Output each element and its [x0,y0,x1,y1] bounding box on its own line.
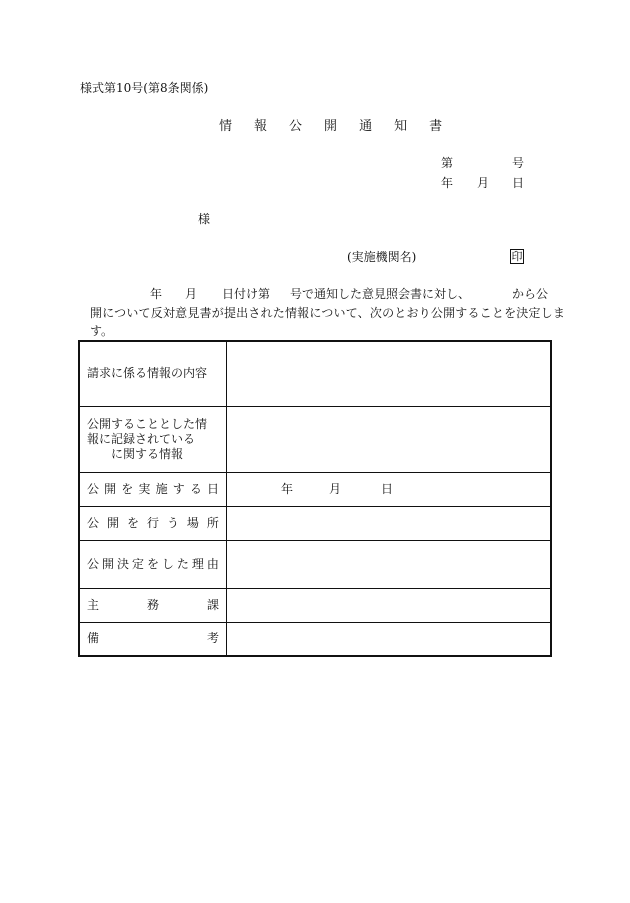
label-char: し [161,556,174,571]
label-char: る [189,481,202,496]
label-line: に関する情報 [111,446,184,461]
label-char: 場 [186,515,199,530]
seal-mark: 印 [511,250,523,263]
label-char: 行 [146,515,159,530]
title-char: 通 [359,119,373,134]
label-char: 所 [206,515,219,530]
label-char: す [172,481,185,496]
date-day-label: 日 [512,176,525,190]
agency-name-label: (実施機関名) [347,250,417,264]
date-year-label: 年 [441,176,454,190]
table-row [79,506,551,540]
title-char: 開 [324,119,338,134]
label-char: 日 [206,481,219,496]
label-char: 備 [87,631,100,646]
value-disclosure-place[interactable] [227,506,552,540]
label-char: 定 [131,556,144,571]
label-request-content: 請求に係る情報の内容 [79,341,227,406]
label-char: 公 [87,481,100,496]
title-char: 書 [429,119,443,134]
value-request-content[interactable] [227,341,552,406]
label-char: 考 [206,631,219,646]
date-month-label: 月 [329,481,342,496]
label-char: う [166,515,179,530]
paragraph-month: 月 [185,287,198,301]
table-row [79,588,551,622]
label-char: 開 [101,556,114,571]
date-year-label: 年 [281,481,294,496]
document-title [219,120,442,134]
label-char: 由 [206,556,219,571]
label-char: 開 [104,481,117,496]
label-line: 公開することとした情 [87,416,208,431]
label-disclosure-date [79,472,227,506]
date-day-label: 日 [381,481,394,496]
doc-number-suffix: 号 [512,156,525,170]
table-row [79,472,551,506]
label-disclosed-info [79,406,227,472]
paragraph-day-number: 日付け第 [222,287,271,301]
value-disclosure-date[interactable] [227,472,552,506]
value-decision-reason[interactable] [227,540,552,588]
paragraph-from-text: から公 [512,287,549,301]
label-char: 施 [155,481,168,496]
title-char: 公 [289,119,303,134]
label-char: を [126,515,139,530]
disclosure-info-table [78,340,552,657]
label-char: 主 [87,597,100,612]
paragraph-line-2: 開について反対意見書が提出された情報について、次のとおり公開することを決定しま [90,306,566,320]
label-char: 務 [146,597,159,612]
table-row [79,406,551,472]
label-responsible-section [79,588,227,622]
label-char: 公 [87,515,100,530]
title-char: 知 [394,119,408,134]
label-char: 理 [191,556,204,571]
title-char: 情 [219,119,233,134]
label-char: 課 [206,597,219,612]
label-char: た [176,556,189,571]
label-decision-reason [79,540,227,588]
label-char: 決 [116,556,129,571]
value-remarks[interactable] [227,622,552,656]
label-char: を [121,481,134,496]
table-row [79,341,551,406]
label-char: を [146,556,159,571]
table-row [79,540,551,588]
form-number-label: 様式第10号(第8条関係) [80,81,209,95]
doc-number-prefix: 第 [441,156,454,170]
paragraph-notice-text: 号で通知した意見照会書に対し、 [290,287,471,301]
date-month-label: 月 [477,176,490,190]
paragraph-line-3: す。 [90,324,114,338]
label-char: 公 [87,556,100,571]
addressee-honorific: 様 [198,212,211,226]
label-char: 開 [106,515,119,530]
paragraph-year: 年 [150,287,163,301]
value-responsible-section[interactable] [227,588,552,622]
label-remarks [79,622,227,656]
table-row [79,622,551,656]
label-char: 実 [138,481,151,496]
value-disclosed-info[interactable] [227,406,552,472]
label-line: 報に記録されている [87,431,196,446]
label-disclosure-place [79,506,227,540]
title-char: 報 [254,119,268,134]
